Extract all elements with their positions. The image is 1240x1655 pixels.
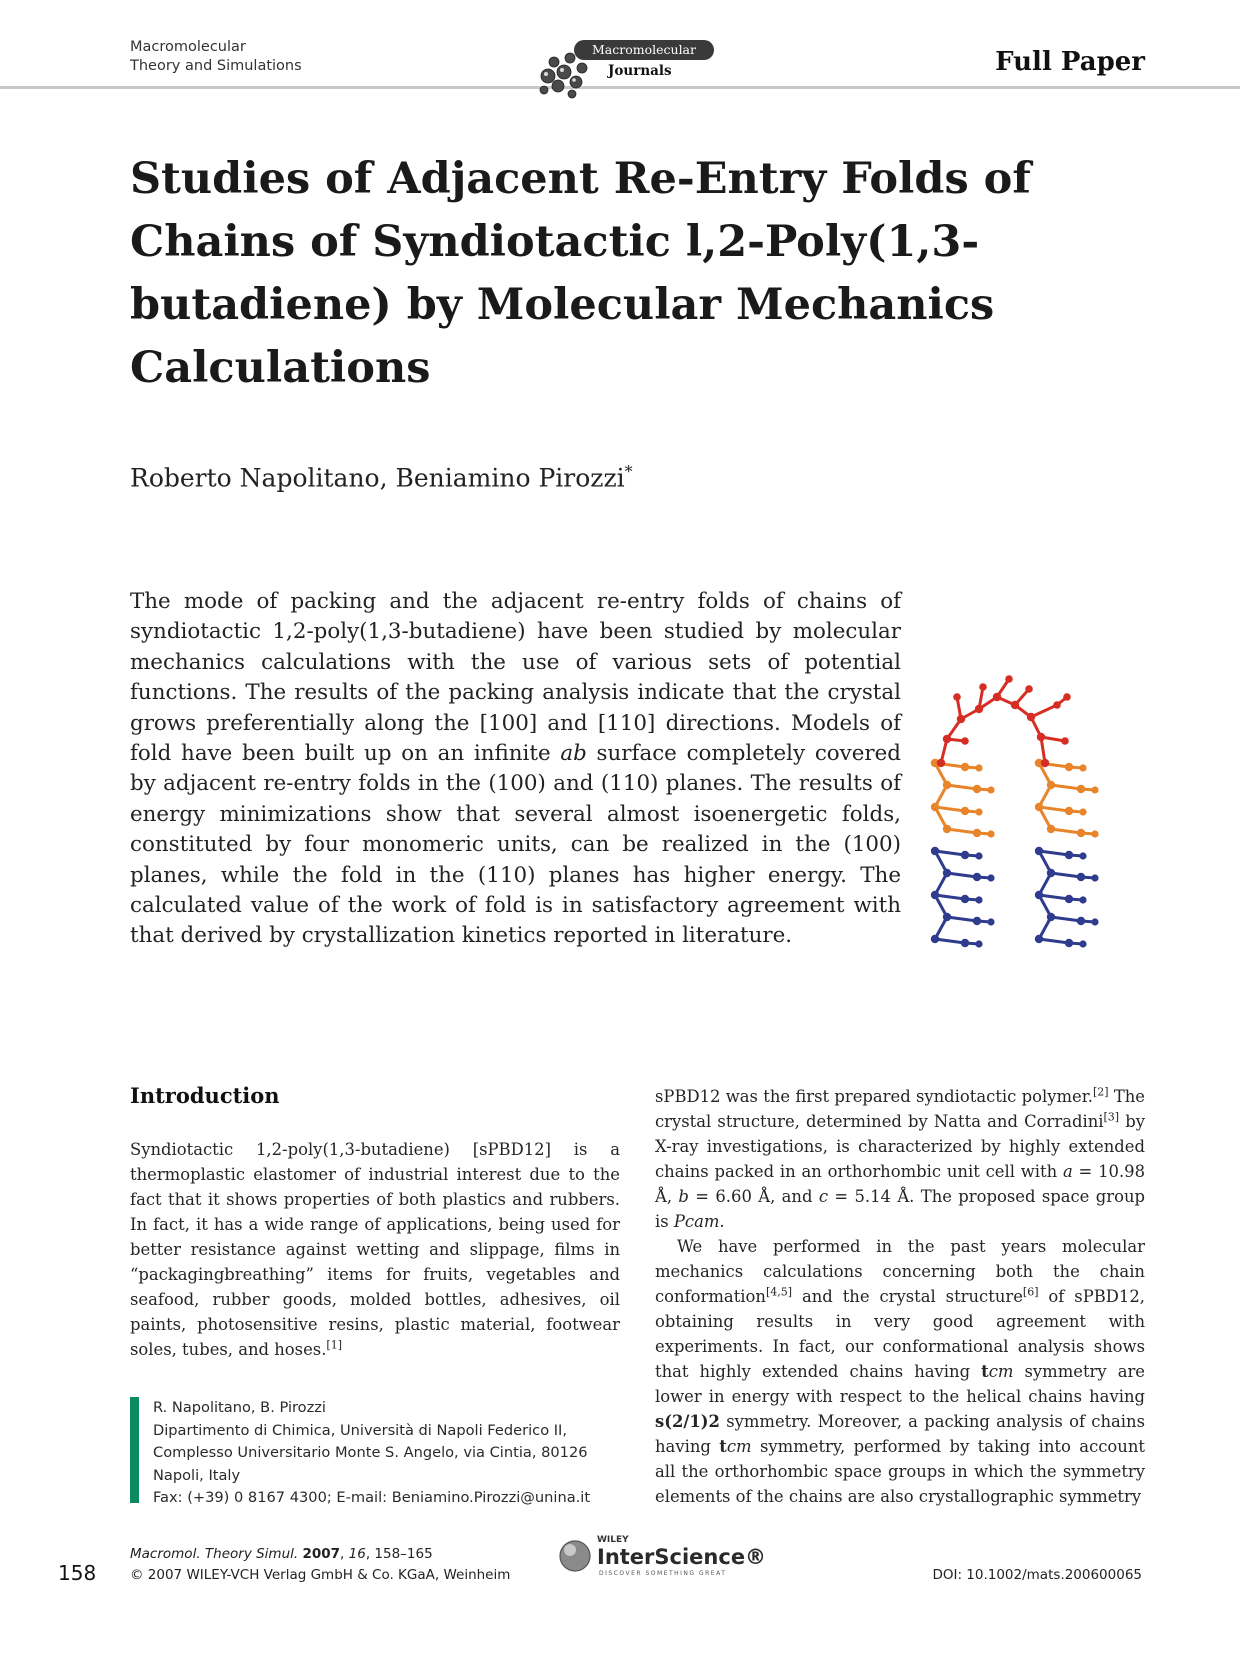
citation-year: 2007 bbox=[302, 1546, 341, 1562]
atom bbox=[987, 874, 994, 881]
citation-volume: 16 bbox=[348, 1546, 366, 1562]
atom bbox=[1065, 763, 1073, 771]
atom bbox=[1079, 940, 1086, 947]
space-group: Pcam bbox=[673, 1212, 720, 1231]
affiliation-names: R. Napolitano, B. Pirozzi bbox=[153, 1399, 326, 1416]
atom bbox=[961, 851, 969, 859]
abstract-text-1: The mode of packing and the adjacent re-entry folds of chains of syndiotactic 1,2-poly(1,3-butadiene) have been studied by molecular mechanics calculations with the use of various sets of potential functions. The results of the packing analysis indicate that the crystal grows preferentially along the [100] and [110] directions. Models of fold have been built up on an infinite bbox=[130, 589, 901, 767]
atom bbox=[979, 683, 987, 691]
reference-link-1[interactable]: [1] bbox=[326, 1338, 343, 1352]
atom bbox=[1091, 786, 1098, 793]
atom bbox=[1065, 851, 1073, 859]
atom bbox=[973, 917, 981, 925]
abstract-ab-italic: ab bbox=[560, 741, 587, 767]
atom bbox=[975, 764, 982, 771]
atom bbox=[1065, 939, 1073, 947]
bond bbox=[947, 785, 977, 789]
atom bbox=[953, 693, 961, 701]
journal-name-line1: Macromolecular bbox=[130, 39, 246, 55]
atom bbox=[1047, 825, 1055, 833]
reference-link-3[interactable]: [3] bbox=[1103, 1110, 1120, 1124]
symmetry-t: t bbox=[981, 1362, 989, 1381]
text-span: = 6.60 Å, and bbox=[688, 1187, 819, 1206]
journal-name bbox=[130, 38, 370, 76]
reference-link-4-5[interactable]: [4,5] bbox=[765, 1285, 793, 1299]
atom bbox=[1091, 874, 1098, 881]
atom bbox=[1065, 807, 1073, 815]
text-span: of sPBD12, obtaining results in very good agreement with experiments. In fact, our conformational analysis shows that highly extended chains having bbox=[655, 1287, 1145, 1381]
atom bbox=[975, 940, 982, 947]
abstract bbox=[130, 587, 1145, 949]
atom bbox=[961, 895, 969, 903]
atom bbox=[1077, 873, 1085, 881]
bond bbox=[947, 917, 977, 921]
atom bbox=[975, 852, 982, 859]
atom bbox=[1077, 785, 1085, 793]
left-column bbox=[130, 1137, 620, 1362]
citation-journal: Macromol. Theory Simul. bbox=[130, 1546, 299, 1562]
atom bbox=[975, 896, 982, 903]
atom bbox=[937, 759, 945, 767]
bond bbox=[1031, 705, 1057, 717]
atom bbox=[961, 763, 969, 771]
bond bbox=[947, 829, 977, 833]
bond bbox=[935, 895, 965, 899]
bond bbox=[935, 851, 965, 855]
page-number: 158 bbox=[58, 1561, 97, 1585]
text-span: = 5.14 Å. The proposed space group is bbox=[655, 1187, 1145, 1231]
text-span: We have performed in the past years molecular mechanics calculations concerning both the chain conformation bbox=[655, 1237, 1145, 1306]
atom bbox=[961, 939, 969, 947]
abstract-text-2: surface completely covered by adjacent re-entry folds in the (100) and (110) planes. The results of energy minimizations show that several almost isoenergetic folds, constituted by four monomeric units, can be realized in the (100) planes, while the fold in the (110) planes has higher energy. The calculated value of the work of fold is in satisfactory agreement with that derived by crystallization kinetics reported in literature. bbox=[130, 741, 901, 949]
bond bbox=[1039, 851, 1069, 855]
right-column bbox=[655, 1084, 1145, 1509]
text-span: symmetry. Moreover, a packing analysis of chains having bbox=[655, 1412, 1145, 1456]
bond bbox=[1051, 917, 1081, 921]
atom bbox=[1063, 693, 1071, 701]
atom bbox=[975, 808, 982, 815]
article-title: Studies of Adjacent Re-Entry Folds of Chains of Syndiotactic l,2-Poly(1,3-butadiene) by Molecular Mechanics Calculations bbox=[130, 154, 1031, 393]
introduction-heading: Introduction bbox=[130, 1083, 280, 1108]
globe-icon bbox=[557, 1538, 593, 1574]
bond bbox=[935, 807, 965, 811]
atom bbox=[973, 785, 981, 793]
macromolecular-journals-logo bbox=[528, 22, 718, 104]
atom bbox=[973, 829, 981, 837]
atom bbox=[961, 807, 969, 815]
symmetry-cm: cm bbox=[988, 1362, 1014, 1381]
atom bbox=[961, 737, 969, 745]
reference-link-6[interactable]: [6] bbox=[1022, 1285, 1039, 1299]
text-span: . bbox=[719, 1212, 725, 1231]
bond bbox=[935, 939, 965, 943]
cell-parameter-c: c bbox=[818, 1187, 829, 1206]
logo-tagline: DISCOVER SOMETHING GREAT bbox=[599, 1570, 727, 1577]
atom bbox=[987, 830, 994, 837]
atom bbox=[1061, 737, 1069, 745]
copyright-line: © 2007 WILEY-VCH Verlag GmbH & Co. KGaA, Weinheim bbox=[130, 1567, 511, 1583]
atom bbox=[1077, 829, 1085, 837]
logo-wiley: WILEY bbox=[597, 1535, 629, 1545]
atom bbox=[1079, 808, 1086, 815]
atom bbox=[1091, 830, 1098, 837]
intro-text: Syndiotactic 1,2-poly(1,3-butadiene) [sPBD12] is a thermoplastic elastomer of industrial interest due to the fact that it shows properties of both plastics and rubbers. In fact, it has a wide range of applications, being used for better resistance against wetting and slippage, films in “packagingbreathing” items for fruits, vegetables and seafood, rubber goods, molded bottles, adhesives, oil paints, photosensitive resins, plastic material, footwear soles, tubes, and hoses. bbox=[130, 1140, 620, 1359]
affiliation-address: Dipartimento di Chimica, Università di Napoli Federico II, Complesso Universitario Monte S. Angelo, via Cintia, 80126 Napoli, Italy bbox=[153, 1421, 588, 1484]
atom bbox=[987, 918, 994, 925]
doi[interactable]: DOI: 10.1002/mats.200600065 bbox=[932, 1567, 1142, 1583]
symmetry-cm: cm bbox=[726, 1437, 752, 1456]
wiley-interscience-logo bbox=[555, 1532, 767, 1584]
right-paragraph-2 bbox=[655, 1234, 1145, 1509]
cell-parameter-a: a bbox=[1062, 1162, 1073, 1181]
cell-parameter-b: b bbox=[678, 1187, 689, 1206]
citation-pages: , 158–165 bbox=[365, 1546, 433, 1562]
atom bbox=[1005, 675, 1013, 683]
atom bbox=[1077, 917, 1085, 925]
helical-symmetry: s(2/1)2 bbox=[655, 1412, 720, 1431]
bond bbox=[1039, 939, 1069, 943]
text-span: The crystal structure, determined by Natta and Corradini bbox=[655, 1087, 1146, 1131]
bond bbox=[1039, 807, 1069, 811]
text-span: and the crystal structure bbox=[792, 1287, 1023, 1306]
atom bbox=[1079, 764, 1086, 771]
atom bbox=[1025, 685, 1033, 693]
author-names: Roberto Napolitano, Beniamino Pirozzi bbox=[130, 463, 625, 493]
atom bbox=[931, 935, 939, 943]
text-span: sPBD12 was the first prepared syndiotactic polymer. bbox=[655, 1087, 1093, 1106]
affiliation-contact: Fax: (+39) 0 8167 4300; E-mail: Beniamino.Pirozzi@unina.it bbox=[153, 1489, 591, 1506]
text-span: by X-ray investigations, is characterized by highly extended chains packed in an orthorhombic unit cell with bbox=[655, 1112, 1145, 1181]
atom bbox=[943, 825, 951, 833]
text-span: symmetry, performed by taking into account all the orthorhombic space groups in which the symmetry elements of the chains are also crystallographic symmetry bbox=[655, 1437, 1145, 1506]
citation-line: Macromol. Theory Simul. 2007, 16, 158–165 bbox=[130, 1546, 433, 1562]
symmetry-t: t bbox=[719, 1437, 727, 1456]
right-paragraph-1 bbox=[655, 1084, 1145, 1234]
atom bbox=[987, 786, 994, 793]
atom bbox=[1079, 896, 1086, 903]
text-span: symmetry are lower in energy with respect to the helical chains having bbox=[655, 1362, 1146, 1406]
text-span: = 10.98 Å, bbox=[655, 1162, 1146, 1206]
bond bbox=[947, 873, 977, 877]
affiliation-box bbox=[130, 1397, 620, 1506]
atom bbox=[1091, 918, 1098, 925]
logo-title: Macromolecular bbox=[574, 40, 714, 60]
atom bbox=[1035, 935, 1043, 943]
intro-paragraph bbox=[130, 1137, 620, 1362]
reference-link-2[interactable]: [2] bbox=[1092, 1085, 1109, 1099]
atom bbox=[1065, 895, 1073, 903]
journal-name-line2: Theory and Simulations bbox=[130, 58, 302, 74]
article-type: Full Paper bbox=[995, 47, 1145, 77]
atom bbox=[1041, 759, 1049, 767]
bond bbox=[1051, 785, 1081, 789]
logo-subtitle: Journals bbox=[608, 63, 672, 79]
bond bbox=[1039, 895, 1069, 899]
bond bbox=[1051, 829, 1081, 833]
logo-interscience: InterScience® bbox=[597, 1545, 767, 1569]
author-list bbox=[130, 456, 633, 494]
atom bbox=[1079, 852, 1086, 859]
citation-footer bbox=[130, 1544, 510, 1586]
corresponding-author-mark: * bbox=[624, 462, 633, 481]
atom bbox=[973, 873, 981, 881]
fold-model-figure bbox=[917, 675, 1145, 975]
bond bbox=[1051, 873, 1081, 877]
